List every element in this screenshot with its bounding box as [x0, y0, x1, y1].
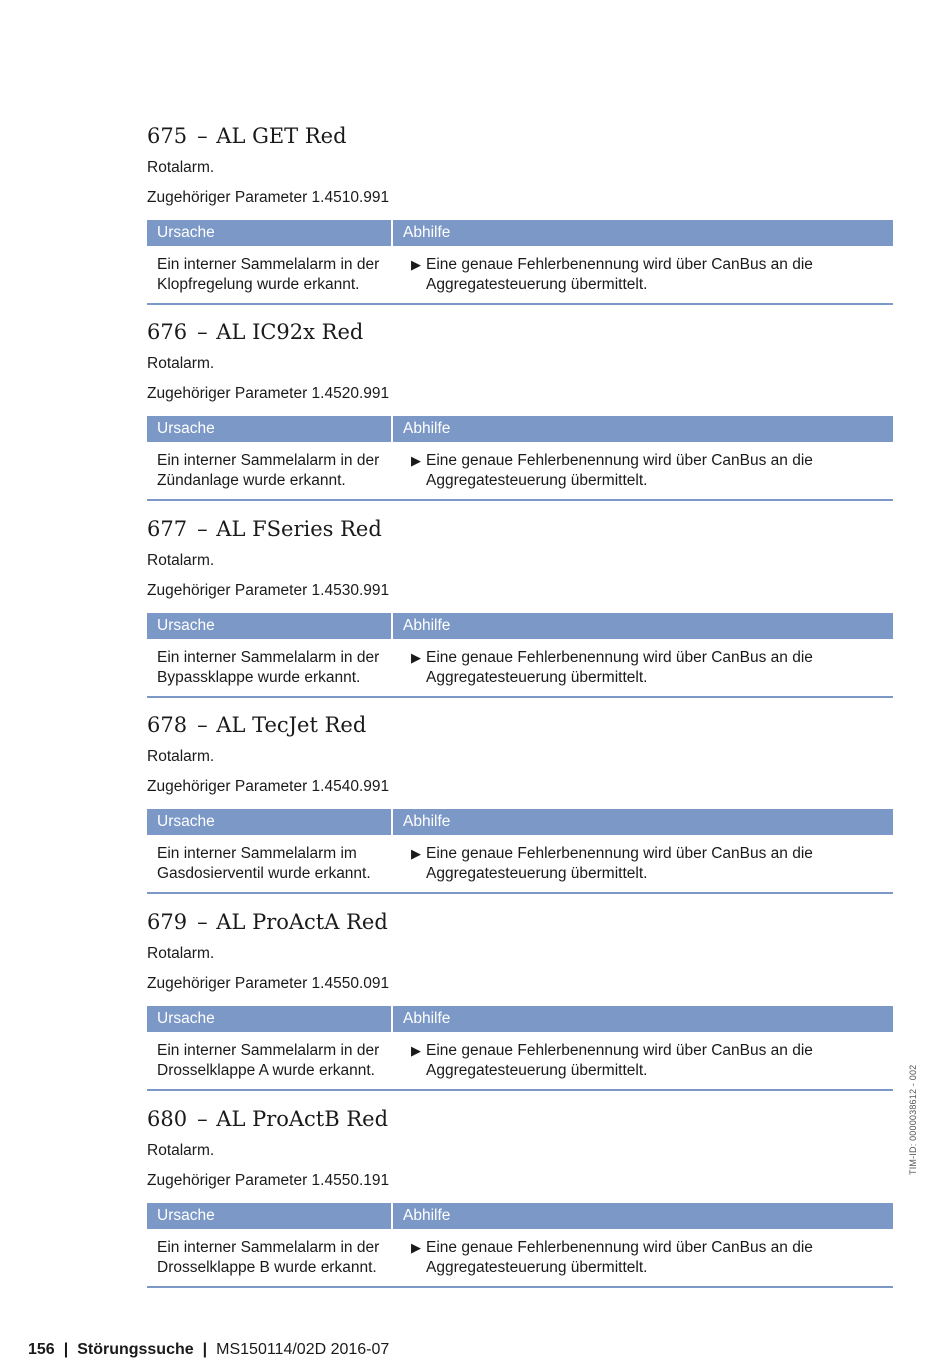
section-title — [147, 910, 388, 934]
related-parameter: Zugehöriger Parameter 1.4550.191 — [147, 1172, 390, 1189]
related-parameter: Zugehöriger Parameter 1.4550.091 — [147, 975, 390, 992]
triangle-right-icon: ▶ — [411, 453, 421, 468]
triangle-right-icon: ▶ — [411, 1240, 421, 1255]
related-parameter: Zugehöriger Parameter 1.4540.991 — [147, 778, 390, 795]
error-number: 679 — [147, 910, 188, 934]
error-description: Rotalarm. — [147, 945, 215, 962]
remedy-cell — [393, 1041, 893, 1089]
footer-separator: | — [202, 1341, 208, 1358]
title-dash: – — [197, 910, 208, 934]
table-header — [147, 220, 893, 246]
cause-header: Ursache — [147, 220, 393, 246]
cause-remedy-table — [147, 1203, 893, 1288]
table-header — [147, 809, 893, 835]
error-description: Rotalarm. — [147, 1142, 215, 1159]
cause-header: Ursache — [147, 1006, 393, 1032]
error-number: 676 — [147, 320, 188, 344]
remedy-text: Eine genaue Fehlerbenennung wird über CanBus an die Aggregatesteuerung übermittelt. — [426, 1042, 813, 1079]
remedy-header: Abhilfe — [403, 1207, 451, 1224]
error-name: AL GET Red — [216, 124, 347, 148]
remedy-cell — [393, 1238, 893, 1286]
error-number: 675 — [147, 124, 188, 148]
section-title — [147, 517, 382, 541]
error-name: AL ProActB Red — [216, 1107, 389, 1131]
related-parameter: Zugehöriger Parameter 1.4510.991 — [147, 189, 390, 206]
error-name: AL IC92x Red — [216, 320, 364, 344]
document-id-vertical: TIM-ID: 0000038612 - 002 — [908, 1064, 918, 1175]
cause-cell: Ein interner Sammelalarm in der Klopfregelung wurde erkannt. — [157, 256, 380, 293]
page-number: 156 — [28, 1341, 55, 1358]
title-dash: – — [197, 124, 208, 148]
error-number: 678 — [147, 713, 188, 737]
cause-cell: Ein interner Sammelalarm in der Drosselklappe A wurde erkannt. — [157, 1042, 380, 1079]
error-number: 680 — [147, 1107, 188, 1131]
title-dash: – — [197, 1107, 208, 1131]
remedy-cell — [393, 451, 893, 499]
cause-remedy-table — [147, 416, 893, 501]
remedy-header: Abhilfe — [403, 420, 451, 437]
remedy-cell — [393, 255, 893, 303]
error-description: Rotalarm. — [147, 552, 215, 569]
section-title — [147, 713, 366, 737]
table-row — [147, 835, 893, 894]
remedy-cell — [393, 648, 893, 696]
error-number: 677 — [147, 517, 188, 541]
remedy-text: Eine genaue Fehlerbenennung wird über CanBus an die Aggregatesteuerung übermittelt. — [426, 649, 813, 686]
page-footer — [28, 1341, 389, 1359]
document-reference: MS150114/02D 2016-07 — [216, 1341, 390, 1358]
remedy-header: Abhilfe — [403, 1010, 451, 1027]
table-header — [147, 1006, 893, 1032]
error-description: Rotalarm. — [147, 748, 215, 765]
title-dash: – — [197, 517, 208, 541]
triangle-right-icon: ▶ — [411, 1043, 421, 1058]
related-parameter: Zugehöriger Parameter 1.4530.991 — [147, 582, 390, 599]
table-row — [147, 1032, 893, 1091]
error-description: Rotalarm. — [147, 355, 215, 372]
remedy-text: Eine genaue Fehlerbenennung wird über CanBus an die Aggregatesteuerung übermittelt. — [426, 256, 813, 293]
cause-header: Ursache — [147, 613, 393, 639]
table-header — [147, 613, 893, 639]
section-title — [147, 320, 363, 344]
error-description: Rotalarm. — [147, 159, 215, 176]
footer-separator: | — [63, 1341, 69, 1358]
table-row — [147, 639, 893, 698]
cause-header: Ursache — [147, 1203, 393, 1229]
cause-cell: Ein interner Sammelalarm im Gasdosierventil wurde erkannt. — [157, 845, 371, 882]
error-name: AL TecJet Red — [216, 713, 367, 737]
cause-remedy-table — [147, 220, 893, 305]
remedy-text: Eine genaue Fehlerbenennung wird über CanBus an die Aggregatesteuerung übermittelt. — [426, 1239, 813, 1276]
title-dash: – — [197, 320, 208, 344]
related-parameter: Zugehöriger Parameter 1.4520.991 — [147, 385, 390, 402]
remedy-header: Abhilfe — [403, 224, 451, 241]
cause-header: Ursache — [147, 416, 393, 442]
section-title — [147, 124, 347, 148]
section-title — [147, 1107, 388, 1131]
table-header — [147, 416, 893, 442]
cause-cell: Ein interner Sammelalarm in der Zündanlage wurde erkannt. — [157, 452, 380, 489]
triangle-right-icon: ▶ — [411, 257, 421, 272]
table-row — [147, 1229, 893, 1288]
chapter-name: Störungssuche — [77, 1341, 194, 1358]
remedy-text: Eine genaue Fehlerbenennung wird über CanBus an die Aggregatesteuerung übermittelt. — [426, 452, 813, 489]
triangle-right-icon: ▶ — [411, 650, 421, 665]
cause-remedy-table — [147, 1006, 893, 1091]
triangle-right-icon: ▶ — [411, 846, 421, 861]
cause-remedy-table — [147, 809, 893, 894]
remedy-header: Abhilfe — [403, 813, 451, 830]
title-dash: – — [197, 713, 208, 737]
cause-cell: Ein interner Sammelalarm in der Drosselklappe B wurde erkannt. — [157, 1239, 380, 1276]
remedy-cell — [393, 844, 893, 892]
remedy-header: Abhilfe — [403, 617, 451, 634]
table-row — [147, 246, 893, 305]
error-name: AL FSeries Red — [216, 517, 382, 541]
cause-cell: Ein interner Sammelalarm in der Bypassklappe wurde erkannt. — [157, 649, 380, 686]
table-row — [147, 442, 893, 501]
cause-header: Ursache — [147, 809, 393, 835]
remedy-text: Eine genaue Fehlerbenennung wird über CanBus an die Aggregatesteuerung übermittelt. — [426, 845, 813, 882]
cause-remedy-table — [147, 613, 893, 698]
table-header — [147, 1203, 893, 1229]
error-name: AL ProActA Red — [216, 910, 388, 934]
